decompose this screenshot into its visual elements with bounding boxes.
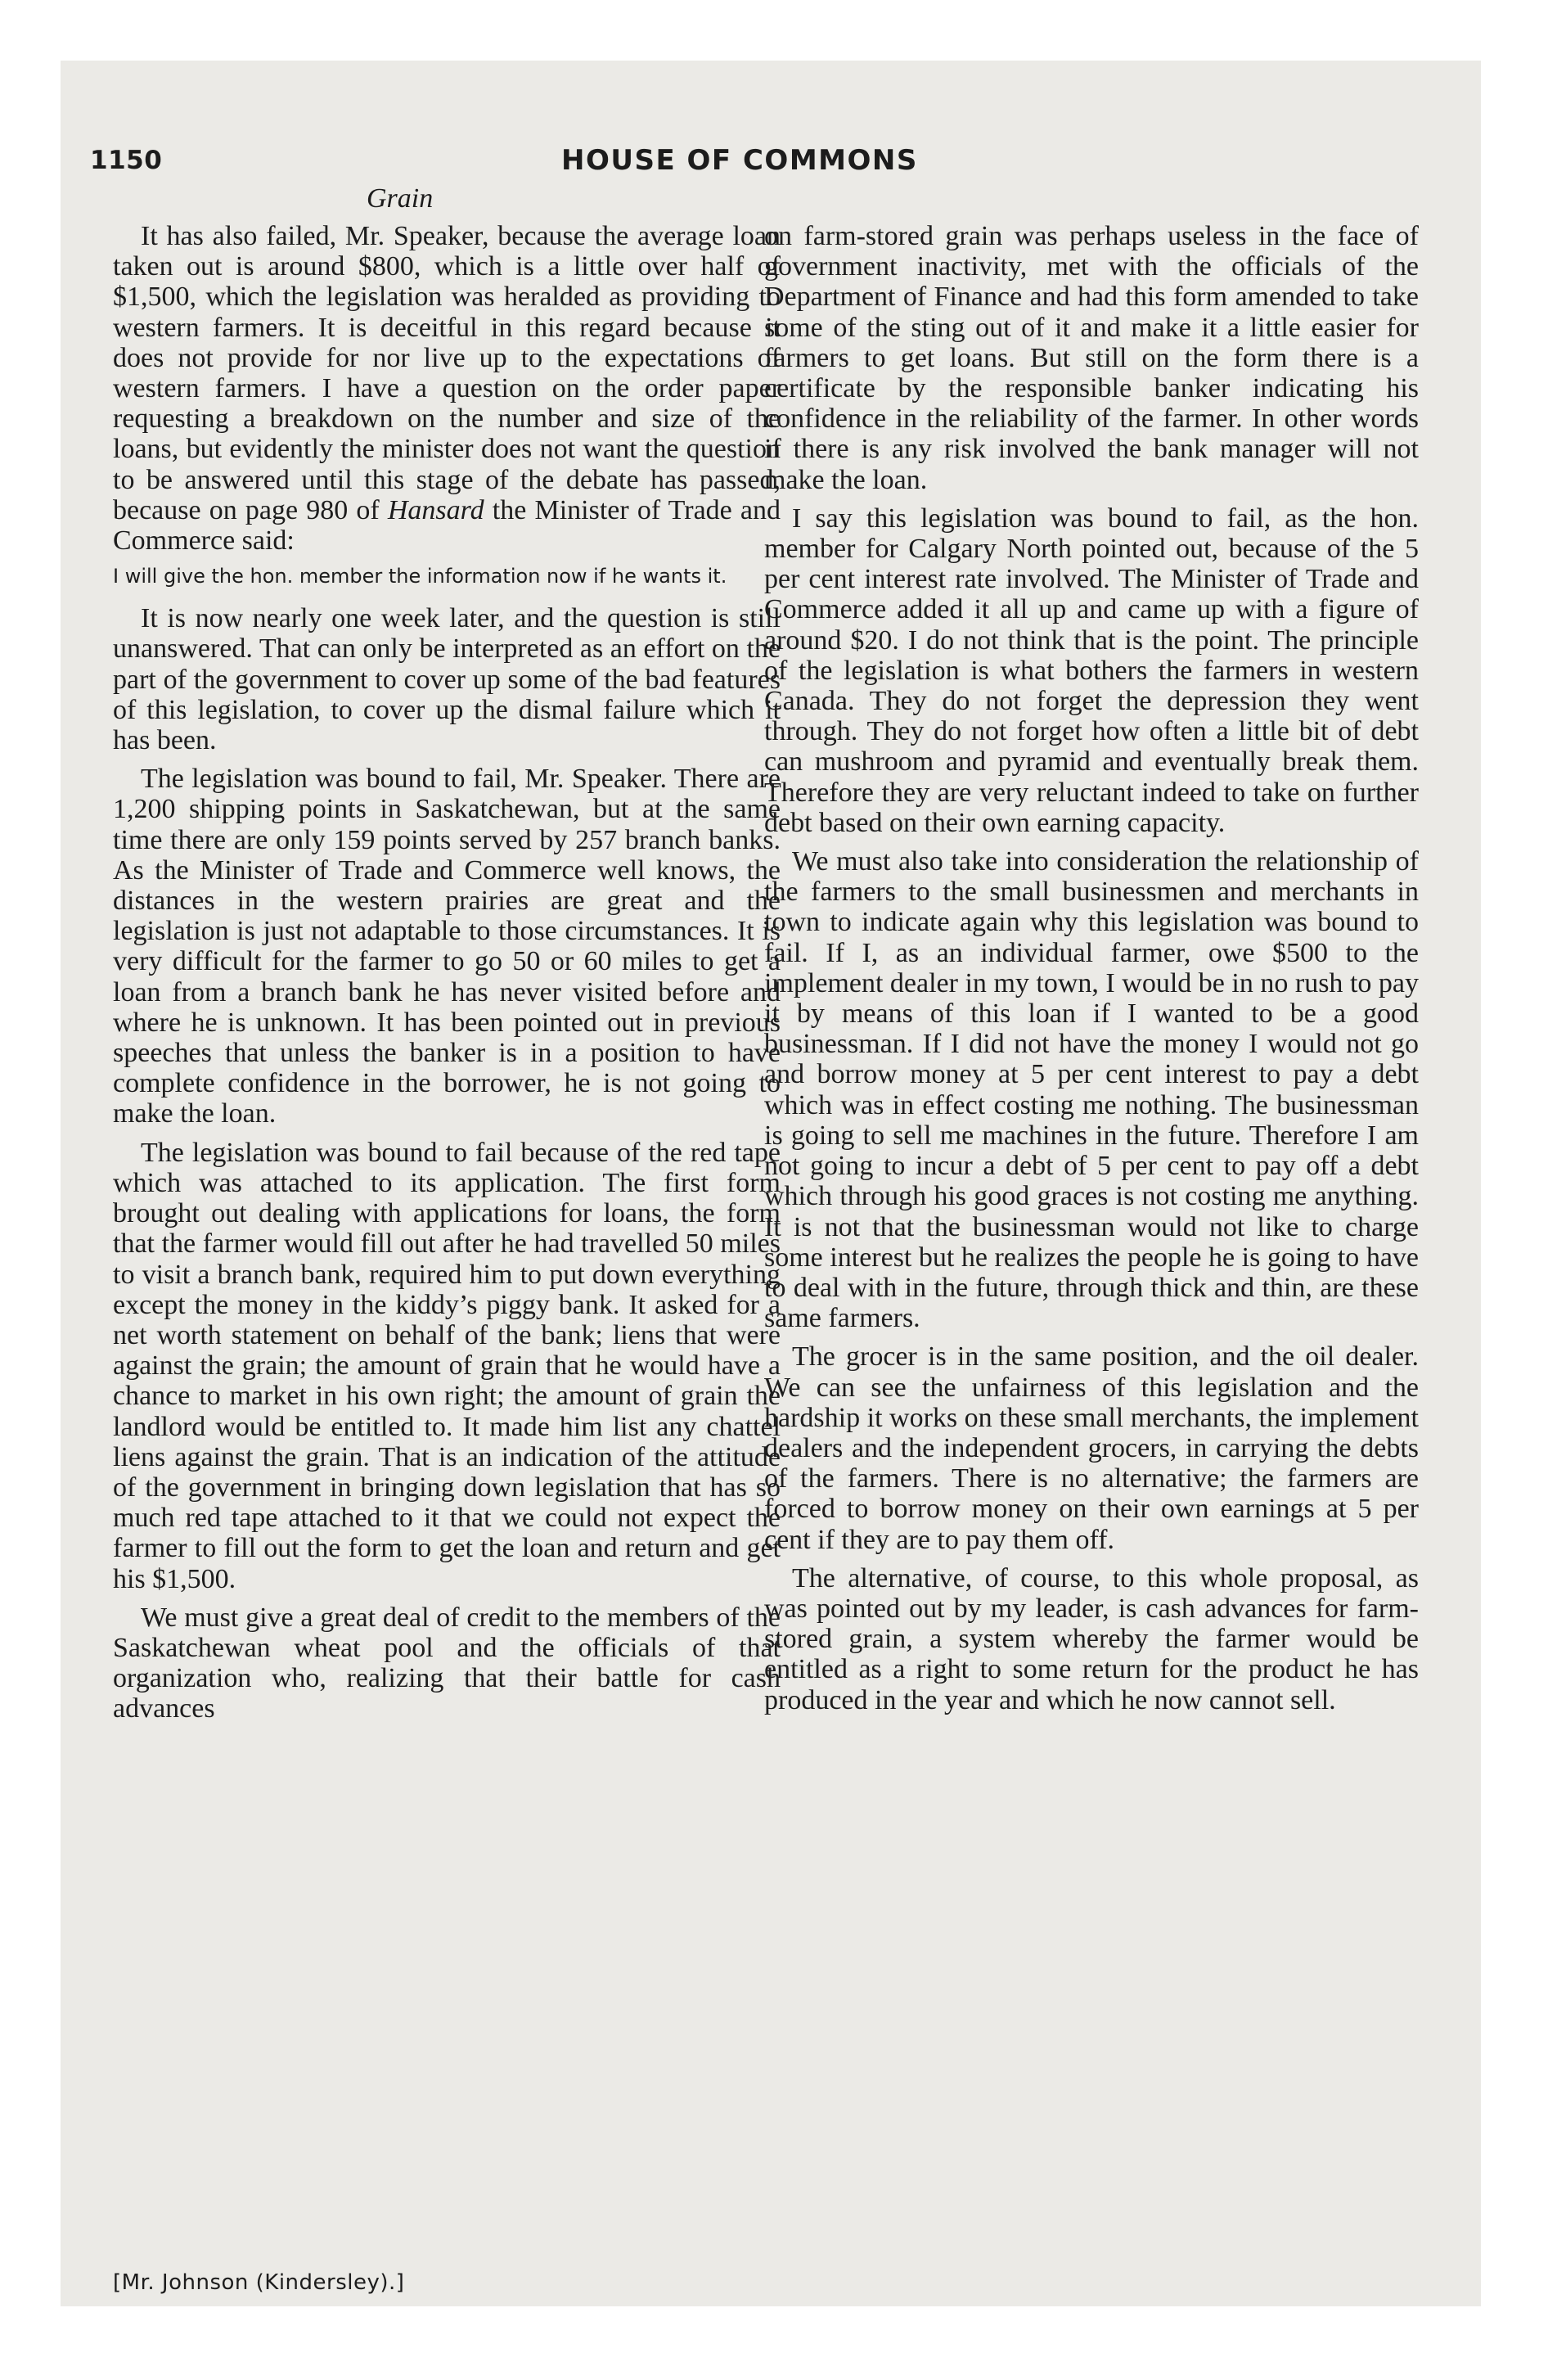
paragraph: We must also take into consideration the relationship of the farmers to the small businessmen and merchants in town to indicate again why this legislation was bound to fail. If I, as an individual farmer, owe $500 to the implement dealer in my town, I would be in no rush to pay it by means of this loan if I wanted to be a good businessman. If I did not have the money I would not go and borrow money at 5 per cent interest to pay a debt which was in effect costing me nothing. The businessman is going to sell me machines in the future. Therefore I am not going to incur a debt of 5 per cent to pay off a debt which through his good graces is not costing me anything. It is not that the businessman would not like to charge some interest but he realizes the people he is going to have to deal with in the future, through thick and thin, are these same farmers. <box>764 846 1419 1334</box>
paragraph: We must give a great deal of credit to the members of the Saskatchewan wheat pool and the officials of that organization who, realizing that their battle for cash advances <box>113 1602 781 1724</box>
block-quote: I will give the hon. member the information now if he wants it. <box>113 565 727 588</box>
running-head: HOUSE OF COMMONS <box>561 144 918 177</box>
paragraph: It is now nearly one week later, and the question is still unanswered. That can only be interpreted as an effort on the part of the government to cover up some of the bad features of this legislation, to cover up the dismal failure which it has been. <box>113 603 781 756</box>
hansard-italic: Hansard <box>387 494 484 525</box>
paragraph-continued: on farm-stored grain was perhaps useless in the face of government inactivity, met with the officials of the Department of Finance and had this form amended to take some of the sting out of it and make it a little easier for farmers to get loans. But still on the form there is a certificate by the responsible banker indicating his confidence in the reliability of the farmer. In other words if there is any risk involved the bank manager will not make the loan. <box>764 221 1419 495</box>
section-title: Grain <box>367 183 434 214</box>
right-column <box>764 221 1419 1724</box>
paragraph: The grocer is in the same position, and the oil dealer. We can see the unfairness of this legislation and the hardship it works on these small merchants, the implement dealers and the independent grocers, in carrying the debts of the farmers. There is no alternative; the farmers are forced to borrow money on their own earnings at 5 per cent if they are to pay them off. <box>764 1341 1419 1555</box>
left-column <box>113 221 781 1733</box>
paragraph: The legislation was bound to fail, Mr. Speaker. There are 1,200 shipping points in Saskatchewan, but at the same time there are only 159 points served by 257 branch banks. As the Minister of Trade and Commerce well knows, the distances in the western prairies are great and the legislation is just not adaptable to those circumstances. It is very difficult for the farmer to go 50 or 60 miles to get a loan from a branch bank he has never visited before and where he is unknown. It has been pointed out in previous speeches that unless the banker is in a position to have complete confidence in the borrower, he is not going to make the loan. <box>113 764 781 1129</box>
paragraph <box>113 221 781 556</box>
paragraph-text-end: the Minister of Trade and Commerce said: <box>113 494 781 557</box>
speaker-attribution: [Mr. Johnson (Kindersley).] <box>113 2270 405 2295</box>
paragraph-text: It has also failed, Mr. Speaker, because the average loan taken out is around $800, which is a little over half of $1,500, which the legislation was heralded as providing to western farmers. It is deceitful in this regard because it does not provide for nor live up to the expectations of western farmers. I have a question on the order paper requesting a breakdown on the number and size of the loans, but evidently the minister does not want the question to be answered until this stage of the debate has passed, because on page 980 of <box>113 221 781 525</box>
paragraph: I say this legislation was bound to fail, as the hon. member for Calgary North pointed out, because of the 5 per cent interest rate involved. The Minister of Trade and Commerce added it all up and came up with a figure of around $20. I do not think that is the point. The principle of the legislation is what bothers the farmers in western Canada. They do not forget the depression they went through. They do not forget how often a little bit of debt can mushroom and pyramid and eventually break them. Therefore they are very reluctant indeed to take on further debt based on their own earning capacity. <box>764 503 1419 838</box>
paragraph: The legislation was bound to fail because of the red tape which was attached to its application. The first form brought out dealing with applications for loans, the form that the farmer would fill out after he had travelled 50 miles to visit a branch bank, required him to put down everything except the money in the kiddy’s piggy bank. It asked for a net worth statement on behalf of the bank; liens that were against the grain; the amount of grain that he would have a chance to market in his own right; the amount of grain the landlord would be entitled to. It made him list any chattel liens against the grain. That is an indication of the attitude of the government in bringing down legislation that has so much red tape attached to it that we could not expect the farmer to fill out the form to get the loan and return and get his $1,500. <box>113 1137 781 1594</box>
document-page <box>61 61 1481 2306</box>
paragraph: The alternative, of course, to this whole proposal, as was pointed out by my leader, is cash advances for farm-stored grain, a system whereby the farmer would be entitled as a right to some return for the product he has produced in the year and which he now cannot sell. <box>764 1562 1419 1715</box>
page-number: 1150 <box>90 146 163 175</box>
